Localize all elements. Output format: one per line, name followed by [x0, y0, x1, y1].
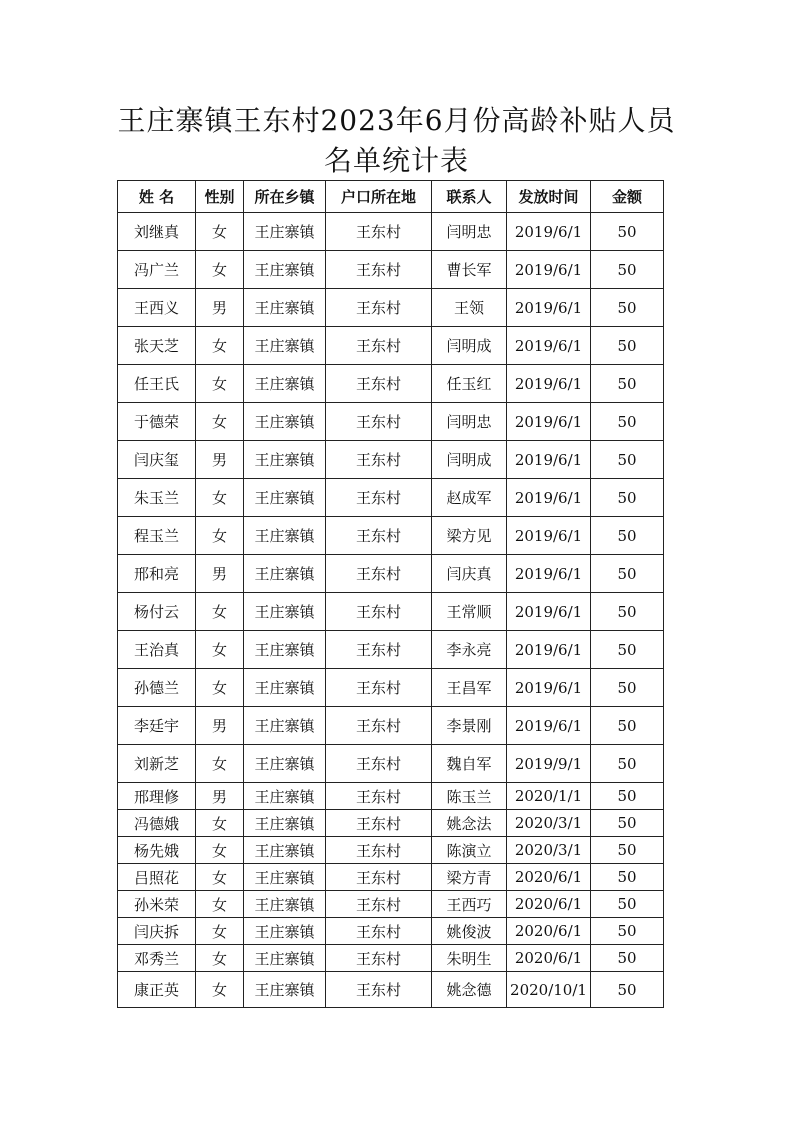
cell-household-location: 王东村 — [326, 555, 432, 593]
header-issue-date: 发放时间 — [507, 181, 591, 213]
cell-township: 王庄寨镇 — [244, 669, 326, 707]
cell-issue-date: 2019/6/1 — [507, 669, 591, 707]
cell-amount: 50 — [591, 891, 664, 918]
table-row — [118, 864, 664, 891]
table-row — [118, 403, 664, 441]
cell-gender: 女 — [196, 972, 244, 1008]
cell-name: 邓秀兰 — [118, 945, 196, 972]
cell-gender: 女 — [196, 745, 244, 783]
cell-household-location: 王东村 — [326, 972, 432, 1008]
cell-contact: 闫庆真 — [432, 555, 507, 593]
cell-township: 王庄寨镇 — [244, 289, 326, 327]
cell-issue-date: 2019/6/1 — [507, 403, 591, 441]
cell-name: 朱玉兰 — [118, 479, 196, 517]
table-row — [118, 972, 664, 1008]
cell-township: 王庄寨镇 — [244, 918, 326, 945]
cell-name: 王西义 — [118, 289, 196, 327]
cell-issue-date: 2020/6/1 — [507, 918, 591, 945]
cell-township: 王庄寨镇 — [244, 327, 326, 365]
cell-gender: 男 — [196, 783, 244, 810]
cell-name: 冯广兰 — [118, 251, 196, 289]
cell-name: 冯德娥 — [118, 810, 196, 837]
cell-township: 王庄寨镇 — [244, 441, 326, 479]
cell-name: 康正英 — [118, 972, 196, 1008]
cell-contact: 梁方青 — [432, 864, 507, 891]
header-household-location: 户口所在地 — [326, 181, 432, 213]
cell-gender: 女 — [196, 213, 244, 251]
cell-household-location: 王东村 — [326, 745, 432, 783]
cell-township: 王庄寨镇 — [244, 837, 326, 864]
table-row — [118, 555, 664, 593]
table-row — [118, 479, 664, 517]
cell-amount: 50 — [591, 631, 664, 669]
cell-township: 王庄寨镇 — [244, 945, 326, 972]
header-amount: 金额 — [591, 181, 664, 213]
cell-township: 王庄寨镇 — [244, 745, 326, 783]
cell-township: 王庄寨镇 — [244, 213, 326, 251]
cell-contact: 王昌军 — [432, 669, 507, 707]
cell-issue-date: 2020/6/1 — [507, 891, 591, 918]
cell-amount: 50 — [591, 403, 664, 441]
cell-household-location: 王东村 — [326, 918, 432, 945]
cell-household-location: 王东村 — [326, 593, 432, 631]
cell-issue-date: 2020/6/1 — [507, 864, 591, 891]
cell-issue-date: 2019/6/1 — [507, 327, 591, 365]
table-row — [118, 891, 664, 918]
cell-contact: 曹长军 — [432, 251, 507, 289]
document-title-line-2: 名单统计表 — [323, 144, 469, 177]
cell-contact: 赵成军 — [432, 479, 507, 517]
header-contact: 联系人 — [432, 181, 507, 213]
cell-township: 王庄寨镇 — [244, 403, 326, 441]
cell-name: 张天芝 — [118, 327, 196, 365]
table-row — [118, 365, 664, 403]
table-row — [118, 707, 664, 745]
cell-amount: 50 — [591, 707, 664, 745]
cell-amount: 50 — [591, 517, 664, 555]
header-gender: 性别 — [196, 181, 244, 213]
cell-name: 孙米荣 — [118, 891, 196, 918]
table-body — [118, 213, 664, 1008]
cell-township: 王庄寨镇 — [244, 251, 326, 289]
table-row — [118, 945, 664, 972]
cell-amount: 50 — [591, 555, 664, 593]
table-row — [118, 517, 664, 555]
header-township: 所在乡镇 — [244, 181, 326, 213]
table-row — [118, 593, 664, 631]
table-row — [118, 918, 664, 945]
cell-contact: 陈玉兰 — [432, 783, 507, 810]
cell-gender: 女 — [196, 891, 244, 918]
cell-amount: 50 — [591, 479, 664, 517]
cell-issue-date: 2020/10/1 — [507, 972, 591, 1008]
cell-gender: 男 — [196, 289, 244, 327]
cell-township: 王庄寨镇 — [244, 593, 326, 631]
cell-township: 王庄寨镇 — [244, 864, 326, 891]
cell-amount: 50 — [591, 864, 664, 891]
table-header-row — [118, 181, 664, 213]
cell-gender: 男 — [196, 555, 244, 593]
cell-gender: 女 — [196, 251, 244, 289]
cell-gender: 女 — [196, 327, 244, 365]
cell-gender: 女 — [196, 864, 244, 891]
cell-name: 闫庆拆 — [118, 918, 196, 945]
document-title-line-1: 王庄寨镇王东村2023年6月份高龄补贴人员 — [117, 104, 676, 137]
cell-amount: 50 — [591, 289, 664, 327]
cell-contact: 闫明成 — [432, 327, 507, 365]
cell-household-location: 王东村 — [326, 479, 432, 517]
cell-name: 刘继真 — [118, 213, 196, 251]
cell-issue-date: 2019/6/1 — [507, 593, 591, 631]
cell-name: 刘新芝 — [118, 745, 196, 783]
table-row — [118, 631, 664, 669]
table-row — [118, 669, 664, 707]
cell-township: 王庄寨镇 — [244, 810, 326, 837]
cell-gender: 女 — [196, 945, 244, 972]
cell-township: 王庄寨镇 — [244, 707, 326, 745]
cell-issue-date: 2019/6/1 — [507, 213, 591, 251]
cell-amount: 50 — [591, 365, 664, 403]
cell-contact: 任玉红 — [432, 365, 507, 403]
cell-township: 王庄寨镇 — [244, 555, 326, 593]
cell-issue-date: 2019/6/1 — [507, 441, 591, 479]
cell-gender: 女 — [196, 918, 244, 945]
cell-contact: 闫明忠 — [432, 213, 507, 251]
cell-issue-date: 2019/6/1 — [507, 707, 591, 745]
cell-township: 王庄寨镇 — [244, 891, 326, 918]
cell-township: 王庄寨镇 — [244, 517, 326, 555]
cell-name: 吕照花 — [118, 864, 196, 891]
cell-contact: 姚念法 — [432, 810, 507, 837]
cell-issue-date: 2019/6/1 — [507, 251, 591, 289]
cell-household-location: 王东村 — [326, 707, 432, 745]
cell-contact: 王西巧 — [432, 891, 507, 918]
cell-name: 李廷宇 — [118, 707, 196, 745]
table-row — [118, 745, 664, 783]
table-row — [118, 783, 664, 810]
cell-contact: 姚俊波 — [432, 918, 507, 945]
cell-household-location: 王东村 — [326, 403, 432, 441]
cell-amount: 50 — [591, 327, 664, 365]
cell-contact: 姚念德 — [432, 972, 507, 1008]
cell-township: 王庄寨镇 — [244, 631, 326, 669]
table-row — [118, 327, 664, 365]
cell-issue-date: 2019/6/1 — [507, 631, 591, 669]
cell-household-location: 王东村 — [326, 327, 432, 365]
cell-amount: 50 — [591, 810, 664, 837]
cell-gender: 女 — [196, 593, 244, 631]
table-row — [118, 837, 664, 864]
cell-name: 杨先娥 — [118, 837, 196, 864]
cell-name: 孙德兰 — [118, 669, 196, 707]
cell-household-location: 王东村 — [326, 213, 432, 251]
cell-amount: 50 — [591, 251, 664, 289]
subsidy-roster-table — [117, 180, 664, 1008]
cell-household-location: 王东村 — [326, 441, 432, 479]
cell-household-location: 王东村 — [326, 251, 432, 289]
cell-contact: 王常顺 — [432, 593, 507, 631]
cell-amount: 50 — [591, 972, 664, 1008]
cell-contact: 陈演立 — [432, 837, 507, 864]
cell-household-location: 王东村 — [326, 891, 432, 918]
cell-name: 邢理修 — [118, 783, 196, 810]
cell-amount: 50 — [591, 745, 664, 783]
cell-household-location: 王东村 — [326, 945, 432, 972]
cell-name: 于德荣 — [118, 403, 196, 441]
cell-issue-date: 2020/6/1 — [507, 945, 591, 972]
cell-township: 王庄寨镇 — [244, 972, 326, 1008]
cell-gender: 女 — [196, 669, 244, 707]
cell-amount: 50 — [591, 783, 664, 810]
cell-contact: 李景刚 — [432, 707, 507, 745]
cell-township: 王庄寨镇 — [244, 365, 326, 403]
cell-gender: 男 — [196, 441, 244, 479]
cell-name: 邢和亮 — [118, 555, 196, 593]
cell-amount: 50 — [591, 837, 664, 864]
cell-issue-date: 2020/3/1 — [507, 837, 591, 864]
cell-amount: 50 — [591, 918, 664, 945]
cell-gender: 女 — [196, 517, 244, 555]
cell-issue-date: 2020/1/1 — [507, 783, 591, 810]
cell-contact: 闫明忠 — [432, 403, 507, 441]
cell-township: 王庄寨镇 — [244, 783, 326, 810]
cell-household-location: 王东村 — [326, 289, 432, 327]
cell-contact: 朱明生 — [432, 945, 507, 972]
cell-name: 王治真 — [118, 631, 196, 669]
table-row — [118, 441, 664, 479]
cell-contact: 梁方见 — [432, 517, 507, 555]
cell-household-location: 王东村 — [326, 669, 432, 707]
cell-household-location: 王东村 — [326, 365, 432, 403]
cell-gender: 女 — [196, 365, 244, 403]
cell-amount: 50 — [591, 669, 664, 707]
table-row — [118, 810, 664, 837]
cell-gender: 女 — [196, 479, 244, 517]
cell-name: 任王氏 — [118, 365, 196, 403]
table-row — [118, 213, 664, 251]
cell-contact: 魏自军 — [432, 745, 507, 783]
cell-name: 杨付云 — [118, 593, 196, 631]
cell-contact: 李永亮 — [432, 631, 507, 669]
cell-gender: 男 — [196, 707, 244, 745]
cell-name: 闫庆玺 — [118, 441, 196, 479]
cell-gender: 女 — [196, 837, 244, 864]
cell-amount: 50 — [591, 441, 664, 479]
table-row — [118, 251, 664, 289]
cell-amount: 50 — [591, 213, 664, 251]
cell-household-location: 王东村 — [326, 837, 432, 864]
cell-household-location: 王东村 — [326, 810, 432, 837]
cell-issue-date: 2019/6/1 — [507, 289, 591, 327]
cell-name: 程玉兰 — [118, 517, 196, 555]
cell-gender: 女 — [196, 810, 244, 837]
header-name: 姓 名 — [118, 181, 196, 213]
cell-contact: 闫明成 — [432, 441, 507, 479]
cell-gender: 女 — [196, 631, 244, 669]
cell-issue-date: 2019/9/1 — [507, 745, 591, 783]
cell-household-location: 王东村 — [326, 631, 432, 669]
table-row — [118, 289, 664, 327]
cell-issue-date: 2019/6/1 — [507, 479, 591, 517]
cell-township: 王庄寨镇 — [244, 479, 326, 517]
cell-household-location: 王东村 — [326, 864, 432, 891]
cell-household-location: 王东村 — [326, 783, 432, 810]
cell-contact: 王领 — [432, 289, 507, 327]
cell-gender: 女 — [196, 403, 244, 441]
cell-issue-date: 2019/6/1 — [507, 555, 591, 593]
cell-issue-date: 2019/6/1 — [507, 517, 591, 555]
cell-issue-date: 2019/6/1 — [507, 365, 591, 403]
cell-issue-date: 2020/3/1 — [507, 810, 591, 837]
cell-household-location: 王东村 — [326, 517, 432, 555]
cell-amount: 50 — [591, 945, 664, 972]
cell-amount: 50 — [591, 593, 664, 631]
